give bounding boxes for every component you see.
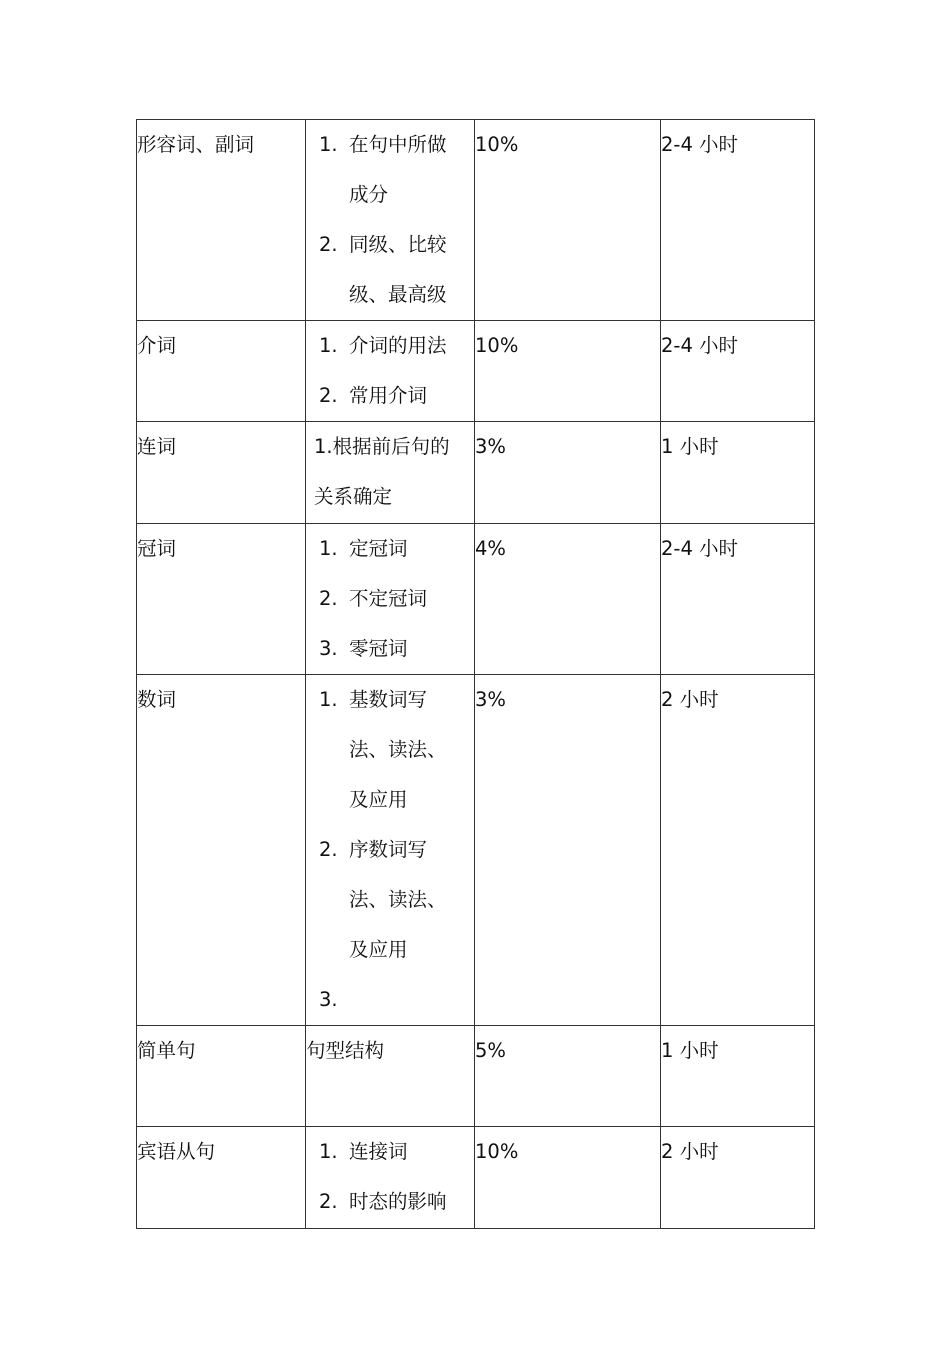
topic-label: 形容词、副词 bbox=[137, 133, 255, 156]
content-cell bbox=[306, 321, 475, 422]
item-text: 不定冠词 bbox=[349, 587, 428, 610]
table-row bbox=[137, 422, 815, 524]
item-number: 1. bbox=[319, 537, 338, 560]
list-item bbox=[319, 675, 474, 825]
content-cell bbox=[306, 1026, 475, 1127]
item-number: 2. bbox=[319, 587, 338, 610]
content-cell bbox=[306, 524, 475, 675]
table-row bbox=[137, 321, 815, 422]
percent-value: 5% bbox=[475, 1039, 506, 1062]
item-text: 零冠词 bbox=[349, 637, 408, 660]
list-item bbox=[319, 524, 474, 574]
topic-label: 数词 bbox=[137, 688, 177, 711]
percent-cell bbox=[475, 524, 661, 675]
percent-cell bbox=[475, 675, 661, 1026]
item-number: 1. bbox=[319, 1140, 338, 1163]
percent-cell bbox=[475, 422, 661, 524]
content-list bbox=[306, 675, 474, 1025]
percent-value: 10% bbox=[475, 334, 519, 357]
hours-value: 2-4 小时 bbox=[661, 133, 739, 156]
item-text: 介词的用法 bbox=[349, 334, 447, 357]
content-text: 1.根据前后句的关系确定 bbox=[314, 435, 450, 508]
table-row bbox=[137, 120, 815, 321]
topic-label: 连词 bbox=[137, 435, 177, 458]
item-number: 1. bbox=[319, 334, 338, 357]
hours-value: 2-4 小时 bbox=[661, 537, 739, 560]
list-item bbox=[319, 624, 474, 674]
percent-value: 4% bbox=[475, 537, 506, 560]
item-number: 2. bbox=[319, 1190, 338, 1213]
item-text: 连接词 bbox=[349, 1140, 408, 1163]
percent-value: 3% bbox=[475, 435, 506, 458]
content-list bbox=[306, 321, 474, 421]
item-text: 同级、比较级、最高级 bbox=[349, 233, 447, 306]
content-text: 句型结构 bbox=[306, 1039, 385, 1062]
percent-value: 10% bbox=[475, 1140, 519, 1163]
topic-cell bbox=[137, 524, 306, 675]
content-cell bbox=[306, 1127, 475, 1229]
item-text: 常用介词 bbox=[349, 384, 428, 407]
item-text: 基数词写法、读法、及应用 bbox=[349, 688, 447, 811]
item-number: 2. bbox=[319, 233, 338, 256]
table-row bbox=[137, 1127, 815, 1229]
topic-label: 简单句 bbox=[137, 1039, 196, 1062]
content-cell bbox=[306, 120, 475, 321]
content-cell bbox=[306, 675, 475, 1026]
percent-cell bbox=[475, 120, 661, 321]
item-text: 时态的影响 bbox=[349, 1190, 447, 1213]
percent-cell bbox=[475, 1026, 661, 1127]
item-number: 2. bbox=[319, 838, 338, 861]
content-list bbox=[306, 1127, 474, 1227]
percent-cell bbox=[475, 1127, 661, 1229]
topic-cell bbox=[137, 1026, 306, 1127]
hours-value: 1 小时 bbox=[661, 1039, 719, 1062]
item-text: 序数词写法、读法、及应用 bbox=[349, 838, 447, 961]
item-number: 2. bbox=[319, 384, 338, 407]
hours-cell bbox=[661, 1127, 815, 1229]
list-item bbox=[319, 220, 474, 320]
topic-cell bbox=[137, 1127, 306, 1229]
hours-cell bbox=[661, 524, 815, 675]
hours-value: 2-4 小时 bbox=[661, 334, 739, 357]
topic-cell bbox=[137, 120, 306, 321]
hours-cell bbox=[661, 422, 815, 524]
item-number: 3. bbox=[319, 988, 338, 1011]
content-cell bbox=[306, 422, 475, 524]
table-row bbox=[137, 675, 815, 1026]
topic-cell bbox=[137, 321, 306, 422]
syllabus-table bbox=[136, 119, 815, 1229]
hours-value: 2 小时 bbox=[661, 1140, 719, 1163]
table-row bbox=[137, 1026, 815, 1127]
hours-cell bbox=[661, 1026, 815, 1127]
item-number: 3. bbox=[319, 637, 338, 660]
list-item bbox=[319, 574, 474, 624]
item-number: 1. bbox=[319, 688, 338, 711]
list-item bbox=[319, 120, 474, 220]
topic-cell bbox=[137, 675, 306, 1026]
percent-cell bbox=[475, 321, 661, 422]
topic-cell bbox=[137, 422, 306, 524]
topic-label: 冠词 bbox=[137, 537, 177, 560]
list-item bbox=[319, 1127, 474, 1177]
item-text: 定冠词 bbox=[349, 537, 408, 560]
table-row bbox=[137, 524, 815, 675]
hours-value: 1 小时 bbox=[661, 435, 719, 458]
topic-label: 宾语从句 bbox=[137, 1140, 216, 1163]
content-list bbox=[306, 524, 474, 674]
list-item bbox=[319, 825, 474, 975]
hours-value: 2 小时 bbox=[661, 688, 719, 711]
percent-value: 3% bbox=[475, 688, 506, 711]
item-number: 1. bbox=[319, 133, 338, 156]
item-text: 在句中所做成分 bbox=[349, 133, 447, 206]
percent-value: 10% bbox=[475, 133, 519, 156]
list-item bbox=[319, 1177, 474, 1227]
hours-cell bbox=[661, 321, 815, 422]
list-item bbox=[319, 371, 474, 421]
hours-cell bbox=[661, 120, 815, 321]
list-item bbox=[319, 321, 474, 371]
content-list bbox=[306, 120, 474, 320]
list-item bbox=[319, 975, 474, 1025]
hours-cell bbox=[661, 675, 815, 1026]
topic-label: 介词 bbox=[137, 334, 177, 357]
